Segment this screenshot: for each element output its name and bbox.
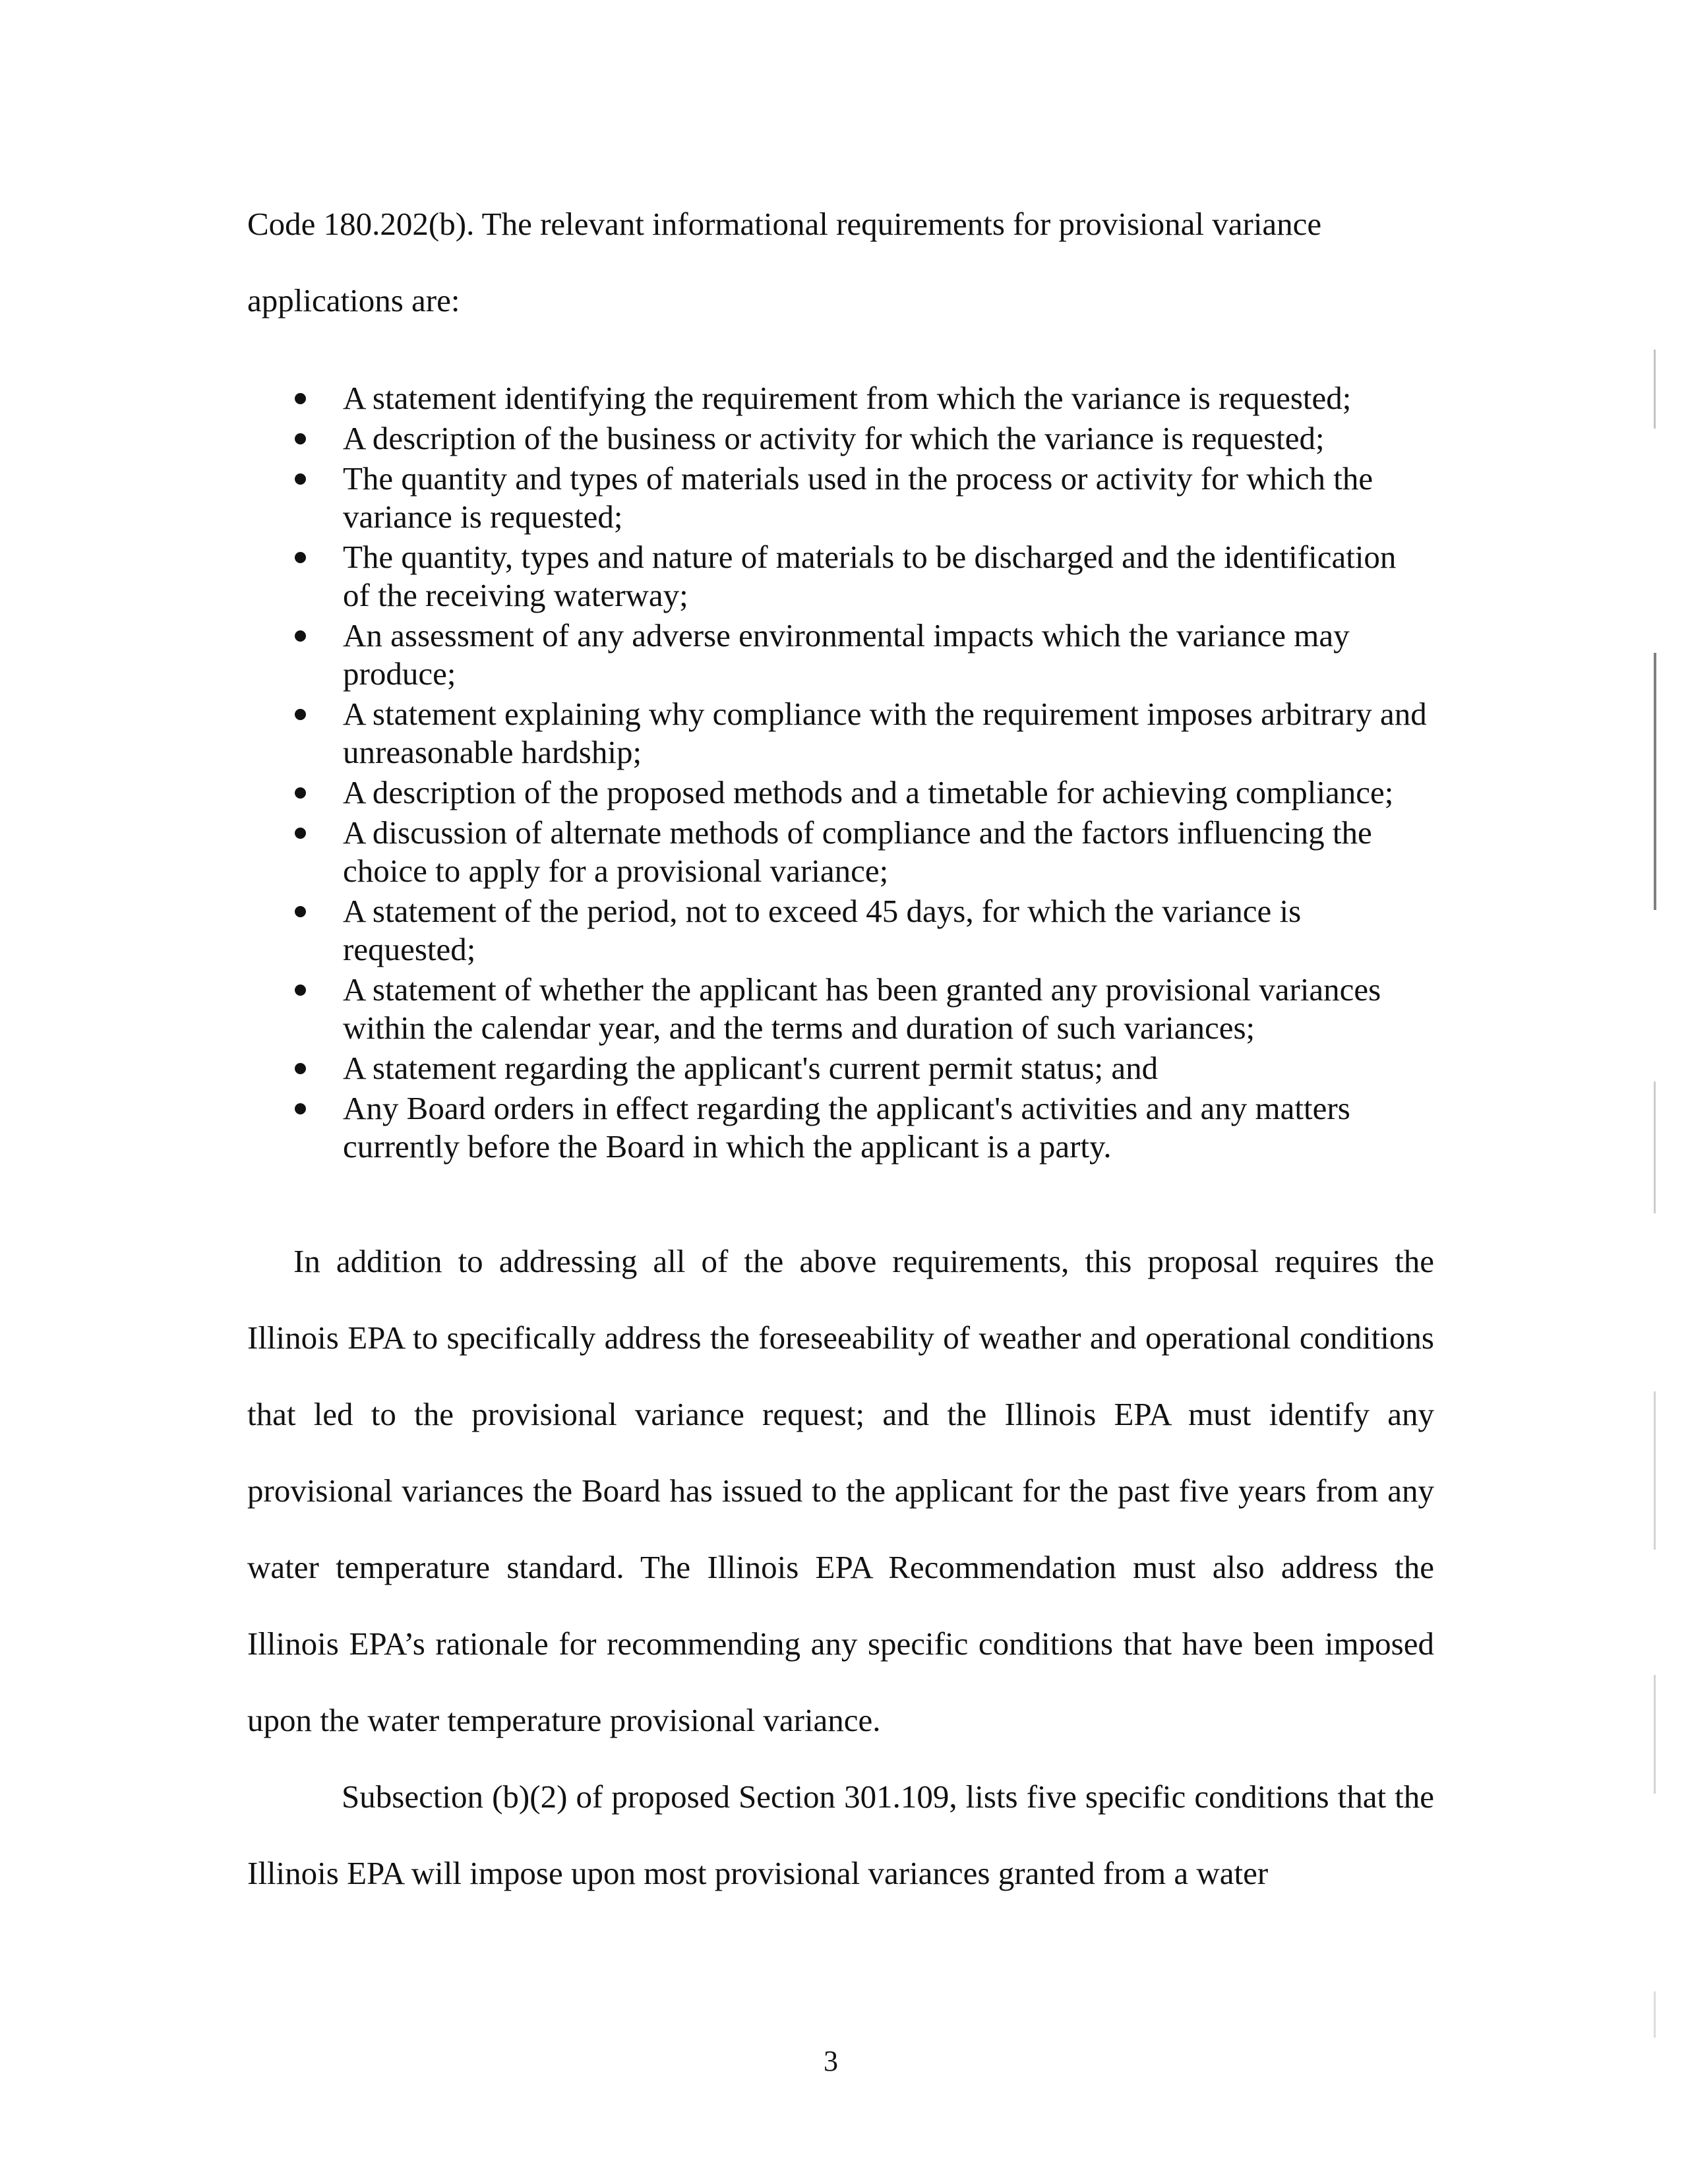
list-item-text: A statement explaining why compliance with the requirement imposes arbitrary and unreasonable hardship; — [343, 696, 1427, 770]
list-item — [0, 695, 1431, 772]
list-item-text: Any Board orders in effect regarding the applicant's activities and any matters currently before the Board in which the applicant is a party. — [343, 1090, 1350, 1165]
requirements-list — [0, 379, 1582, 1168]
scan-artifact — [1654, 653, 1656, 910]
bullet-icon — [295, 906, 306, 917]
list-item-text: An assessment of any adverse environmental impacts which the variance may produce; — [343, 617, 1350, 692]
list-item — [0, 419, 1431, 458]
bullet-icon — [295, 552, 306, 563]
list-item-text: The quantity, types and nature of materials to be discharged and the identification of the receiving waterway; — [343, 539, 1397, 613]
bullet-icon — [295, 787, 306, 799]
list-item-text: A discussion of alternate methods of compliance and the factors influencing the choice to apply for a provisional variance; — [343, 814, 1372, 889]
list-item-text: A description of the business or activity for which the variance is requested; — [343, 420, 1325, 456]
bullet-icon — [295, 630, 306, 642]
scan-artifact — [1654, 1081, 1656, 1213]
list-item — [0, 538, 1431, 615]
bullet-icon — [295, 709, 306, 720]
list-item-text: A statement regarding the applicant's current permit status; and — [343, 1050, 1159, 1086]
body-paragraph: Subsection (b)(2) of proposed Section 301.109, lists five specific conditions that the Illinois EPA will impose upon most provisional variances granted from a water — [247, 1778, 1434, 1891]
list-item — [0, 1049, 1431, 1087]
list-item — [0, 617, 1431, 693]
list-item — [0, 971, 1431, 1047]
bullet-icon — [295, 985, 306, 996]
intro-text: Code 180.202(b). The relevant informational requirements for provisional variance applications are: — [247, 206, 1322, 318]
scan-artifact — [1654, 349, 1656, 429]
bullet-icon — [295, 1063, 306, 1074]
scan-artifact — [1654, 1991, 1656, 2038]
list-item-text: A statement of the period, not to exceed 45 days, for which the variance is requested; — [343, 893, 1302, 967]
list-item — [0, 1089, 1431, 1166]
list-item — [0, 379, 1431, 417]
scan-artifact — [1654, 1675, 1656, 1794]
list-item-text: A statement identifying the requirement from which the variance is requested; — [343, 380, 1352, 416]
scan-artifact — [1654, 1391, 1656, 1550]
list-item — [0, 774, 1431, 812]
list-item-text: A description of the proposed methods and a timetable for achieving compliance; — [343, 774, 1394, 810]
body-paragraph: In addition to addressing all of the above requirements, this proposal requires the Illinois EPA to specifically address the foreseeability of weather and operational conditions that led to the provisional variance request; and the Illinois EPA must identify any provisional variances the Board has issued to the applicant for the past five years from any water temperature standard. The Illinois EPA Recommendation must also address the Illinois EPA’s rationale for recommending any specific conditions that have been imposed upon the water temperature provisional variance. — [247, 1243, 1434, 1738]
list-item — [0, 892, 1431, 969]
bullet-icon — [295, 1103, 306, 1114]
list-item-text: The quantity and types of materials used in the process or activity for which the variance is requested; — [343, 460, 1373, 535]
bullet-icon — [295, 473, 306, 485]
list-item — [0, 814, 1431, 890]
bullet-icon — [295, 393, 306, 404]
bullet-icon — [295, 433, 306, 444]
page-number: 3 — [824, 2045, 838, 2077]
list-item — [0, 460, 1431, 536]
bullet-icon — [295, 828, 306, 839]
list-item-text: A statement of whether the applicant has been granted any provisional variances within the calendar year, and the terms and duration of such variances; — [343, 971, 1381, 1046]
